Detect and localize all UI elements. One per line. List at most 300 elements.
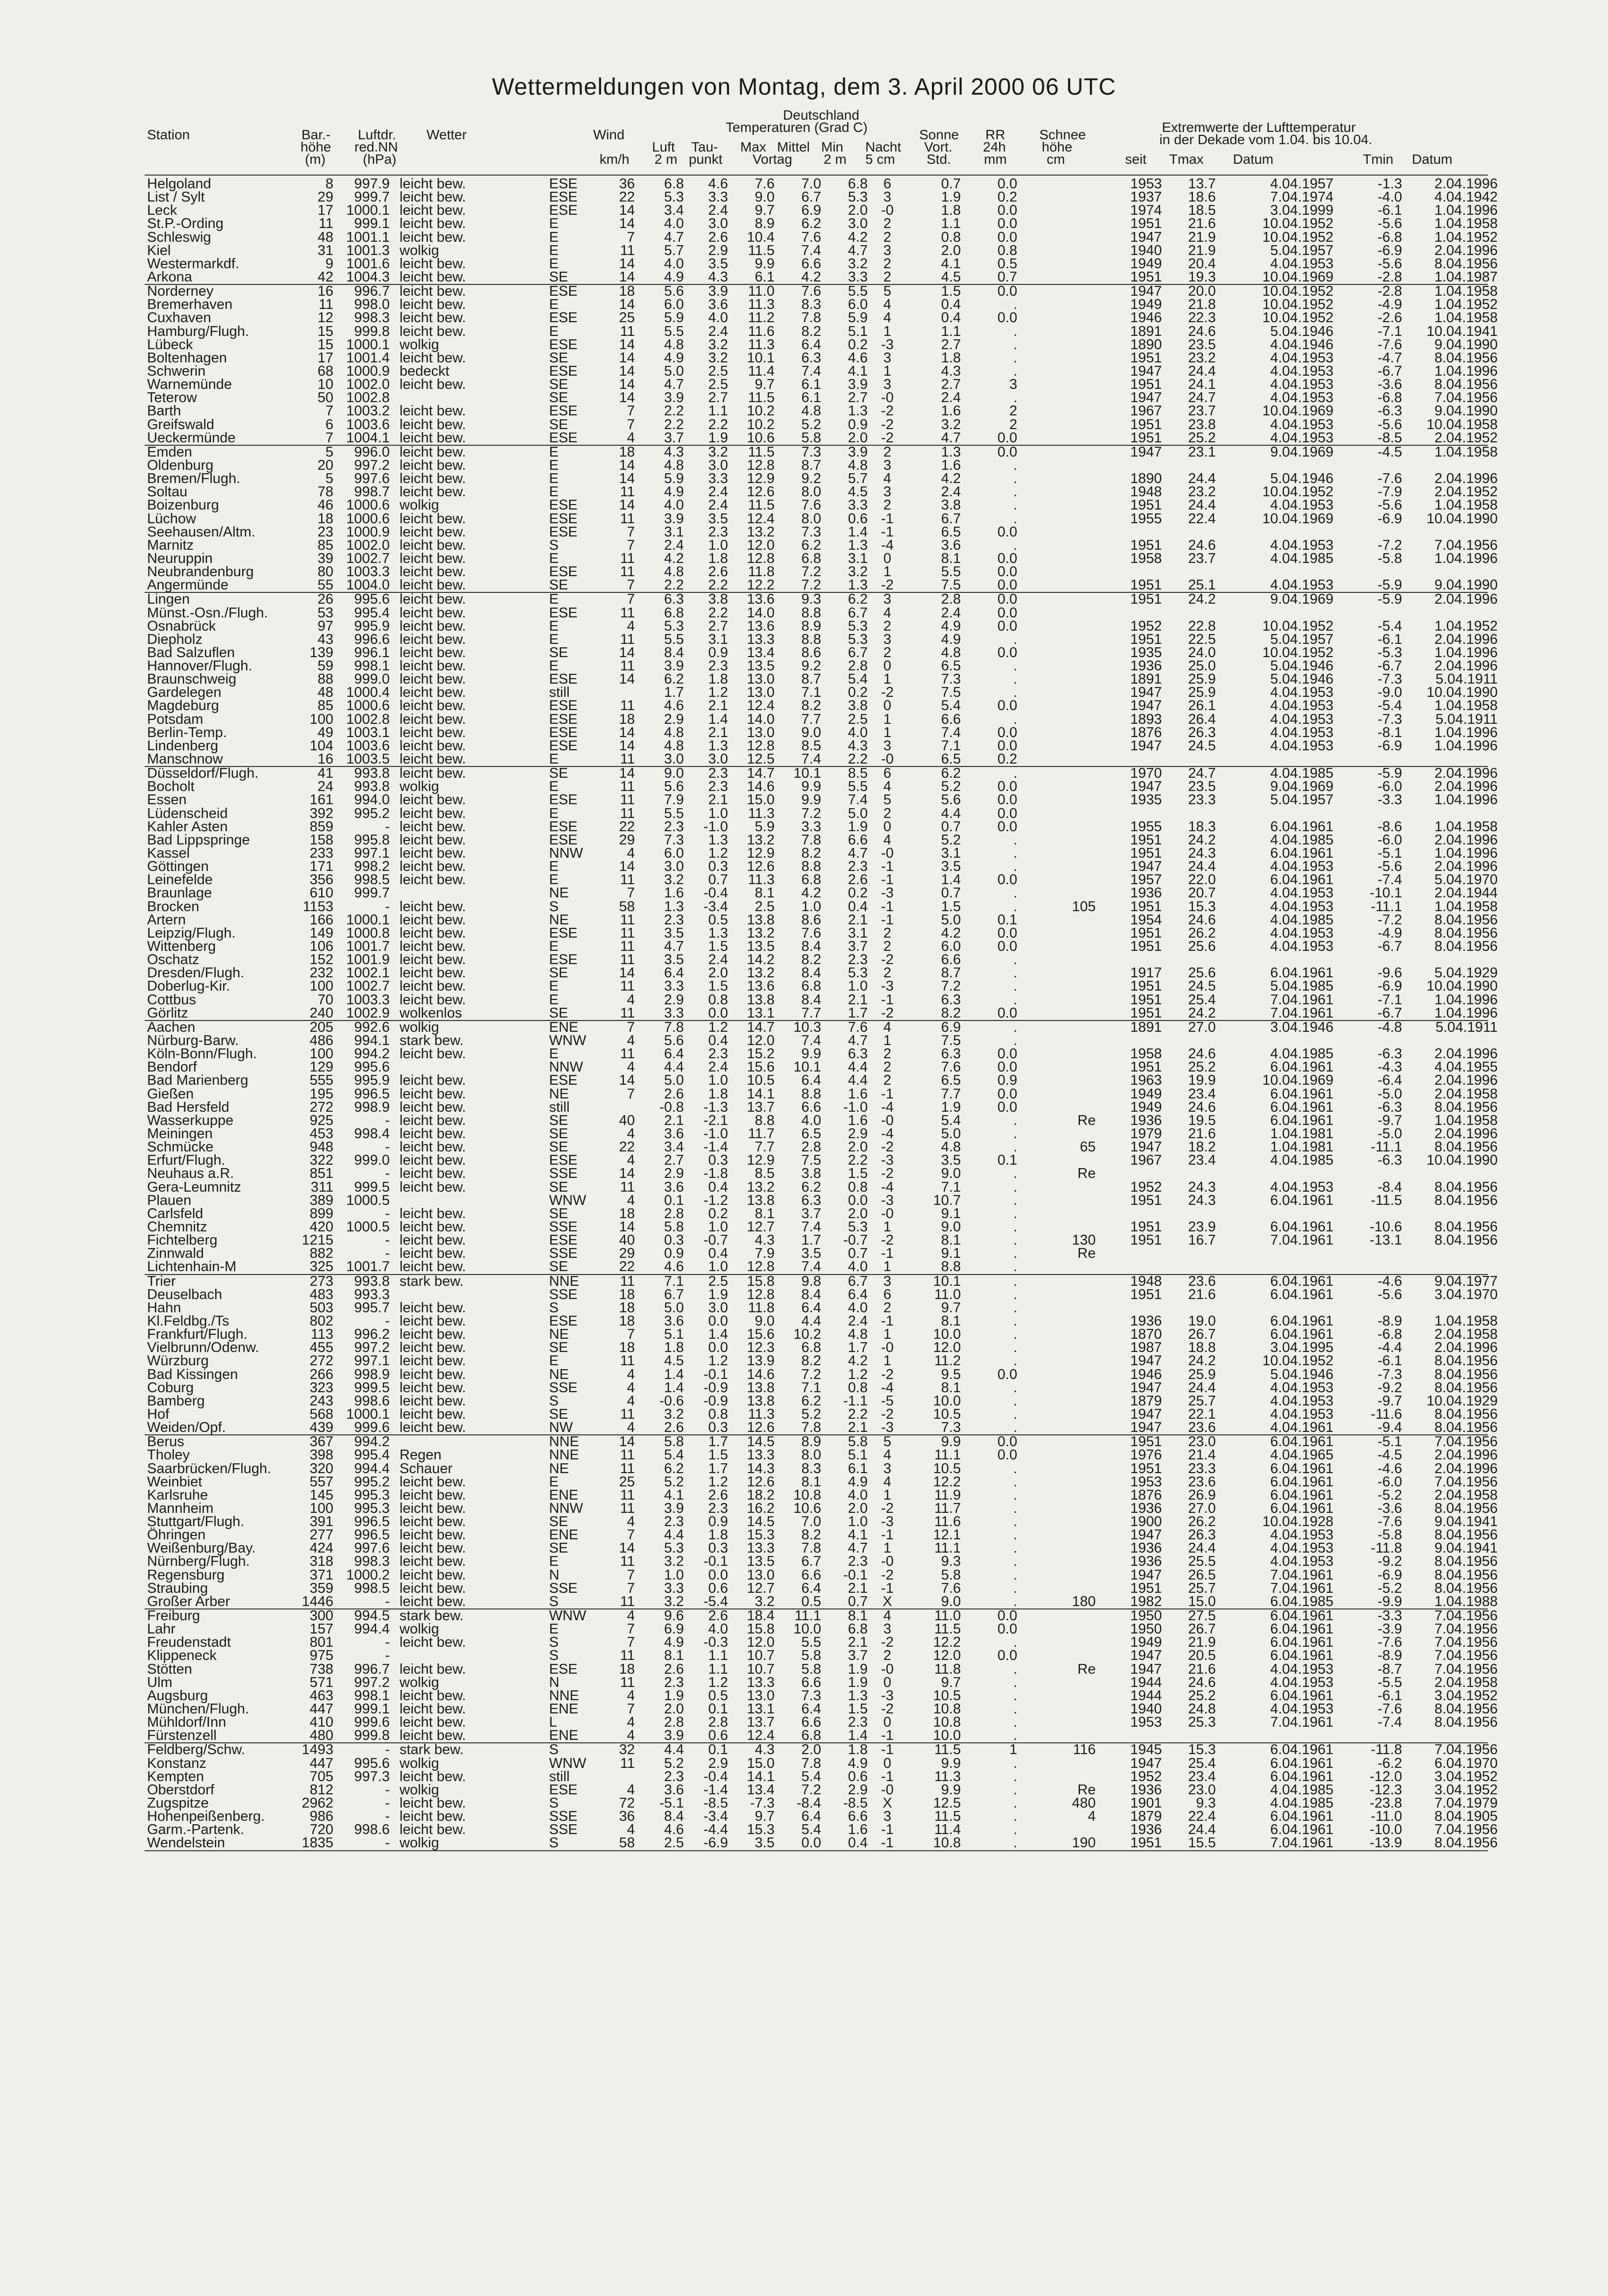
max-temp: 12.7 bbox=[747, 1219, 775, 1235]
wind-direction: ESE bbox=[549, 510, 578, 527]
snow-height: Re bbox=[1077, 1112, 1096, 1128]
record-tmin: -2.6 bbox=[1378, 310, 1402, 326]
wind-direction: ENE bbox=[549, 1527, 578, 1543]
precipitation: . bbox=[1013, 671, 1017, 688]
weather: wolkig bbox=[400, 1019, 439, 1035]
wind-direction: E bbox=[549, 992, 559, 1008]
record-tmin: -9.2 bbox=[1378, 1554, 1402, 1570]
air-temp: 3.9 bbox=[664, 510, 684, 527]
pressure: 1000.4 bbox=[346, 685, 390, 701]
wind-direction: E bbox=[549, 216, 559, 232]
max-temp: 10.2 bbox=[747, 403, 775, 419]
weather: wolkig bbox=[400, 1755, 439, 1771]
wind-direction: ESE bbox=[549, 711, 578, 727]
record-tmin: -6.8 bbox=[1378, 390, 1402, 406]
min-temp: 2.0 bbox=[848, 1139, 868, 1155]
weather: leicht bew. bbox=[400, 591, 466, 608]
min-temp: 1.6 bbox=[848, 1086, 868, 1102]
pressure: 1000.5 bbox=[346, 1219, 390, 1235]
mean-temp: 9.3 bbox=[801, 591, 821, 608]
night-min-5cm: -4 bbox=[881, 1099, 894, 1115]
station-height: 24 bbox=[317, 779, 333, 795]
mean-temp: 6.4 bbox=[801, 1701, 821, 1717]
station-name: Gera-Leumnitz bbox=[147, 1179, 241, 1195]
dew-point: -0.1 bbox=[704, 1554, 728, 1570]
record-since: 1949 bbox=[1130, 1099, 1162, 1115]
night-min-5cm: -3 bbox=[881, 336, 894, 353]
precipitation: . bbox=[1013, 1714, 1017, 1731]
record-since: 1958 bbox=[1130, 1046, 1162, 1062]
record-since: 1870 bbox=[1130, 1327, 1162, 1343]
wind-direction: S bbox=[549, 1593, 559, 1609]
record-tmax-date: 3.04.1999 bbox=[1270, 203, 1333, 219]
header-vortag: Vortag bbox=[753, 152, 792, 167]
station-name: Neuruppin bbox=[147, 550, 213, 566]
dew-point: 1.1 bbox=[708, 1661, 728, 1677]
max-temp: 12.0 bbox=[747, 537, 775, 553]
table-row bbox=[145, 1674, 1498, 1690]
night-min-5cm: 2 bbox=[883, 925, 892, 941]
sunshine: 5.8 bbox=[941, 1567, 961, 1583]
sunshine: 6.7 bbox=[941, 510, 961, 527]
precipitation: . bbox=[1013, 1540, 1017, 1556]
weather: leicht bew. bbox=[400, 564, 466, 580]
pressure: 998.6 bbox=[354, 1393, 390, 1409]
air-temp: 6.4 bbox=[664, 965, 684, 981]
wind-direction: SSE bbox=[549, 1219, 578, 1235]
record-tmin: -7.6 bbox=[1378, 1514, 1402, 1530]
air-temp: 6.3 bbox=[664, 591, 684, 608]
weather: leicht bew. bbox=[400, 416, 466, 433]
record-tmax: 25.9 bbox=[1188, 685, 1216, 701]
header-max: Max bbox=[740, 139, 766, 154]
mean-temp: 6.2 bbox=[801, 216, 821, 232]
night-min-5cm: -3 bbox=[881, 978, 894, 995]
night-min-5cm: -1 bbox=[881, 1822, 894, 1838]
station-name: Osnabrück bbox=[147, 618, 216, 634]
precipitation: 0.0 bbox=[997, 1059, 1017, 1075]
wind-direction: E bbox=[549, 229, 559, 245]
max-temp: 12.4 bbox=[747, 510, 775, 527]
night-min-5cm: 2 bbox=[883, 805, 892, 821]
sunshine: 2.4 bbox=[941, 390, 961, 406]
weather: wolkig bbox=[400, 1835, 439, 1851]
mean-temp: 7.4 bbox=[801, 242, 821, 258]
max-temp: 12.6 bbox=[747, 1420, 775, 1436]
air-temp: 7.8 bbox=[664, 1019, 684, 1035]
record-tmax-date: 5.04.1946 bbox=[1270, 323, 1333, 339]
dew-point: 1.8 bbox=[708, 550, 728, 566]
record-tmin-date: 2.04.1996 bbox=[1434, 591, 1498, 608]
air-temp: 3.6 bbox=[664, 1179, 684, 1195]
air-temp: 3.7 bbox=[664, 430, 684, 446]
record-tmax: 24.8 bbox=[1188, 1701, 1216, 1717]
min-temp: 4.7 bbox=[848, 1540, 868, 1556]
header-punkt: punkt bbox=[689, 152, 723, 167]
mean-temp: 7.2 bbox=[801, 805, 821, 821]
precipitation: . bbox=[1013, 685, 1017, 701]
record-tmin: -5.2 bbox=[1378, 1487, 1402, 1503]
air-temp: 2.9 bbox=[664, 992, 684, 1008]
air-temp: 6.7 bbox=[664, 1286, 684, 1302]
record-tmin: -7.2 bbox=[1378, 537, 1402, 553]
record-tmax-date: 1.04.1981 bbox=[1270, 1139, 1333, 1155]
table-row bbox=[145, 1809, 1498, 1825]
station-name: Wendelstein bbox=[147, 1835, 226, 1851]
min-temp: 3.3 bbox=[848, 269, 868, 285]
record-since: 1951 bbox=[1130, 631, 1162, 647]
min-temp: 4.2 bbox=[848, 229, 868, 245]
record-since: 1951 bbox=[1130, 1219, 1162, 1235]
precipitation: 0.0 bbox=[997, 444, 1017, 460]
station-name: Lübeck bbox=[147, 336, 193, 353]
record-tmin-date: 8.04.1956 bbox=[1434, 1353, 1498, 1369]
station-height: 12 bbox=[317, 310, 333, 326]
station-name: Boizenburg bbox=[147, 497, 219, 513]
wind-speed: 14 bbox=[619, 644, 635, 661]
table-row bbox=[145, 350, 1498, 366]
weather: leicht bew. bbox=[400, 792, 466, 808]
max-temp: 14.5 bbox=[747, 1434, 775, 1450]
wind-speed: 7 bbox=[627, 524, 635, 540]
station-height: 171 bbox=[309, 859, 333, 875]
wind-speed: 11 bbox=[620, 1554, 635, 1570]
wind-speed: 4 bbox=[627, 1714, 635, 1731]
record-since: 1951 bbox=[1130, 216, 1162, 232]
sunshine: 1.3 bbox=[941, 444, 961, 460]
record-tmax: 26.4 bbox=[1188, 711, 1216, 727]
record-tmin-date: 2.04.1996 bbox=[1434, 1340, 1498, 1356]
max-temp: 12.8 bbox=[747, 1286, 775, 1302]
air-temp: 7.9 bbox=[664, 792, 684, 808]
wind-speed: 7 bbox=[627, 403, 635, 419]
max-temp: 13.0 bbox=[747, 671, 775, 688]
precipitation: 3 bbox=[1009, 377, 1017, 393]
record-since: 1893 bbox=[1130, 711, 1162, 727]
record-tmin: -5.6 bbox=[1378, 1286, 1402, 1302]
record-tmax-date: 4.04.1953 bbox=[1270, 1540, 1333, 1556]
record-tmax: 24.6 bbox=[1188, 1099, 1216, 1115]
record-tmin-date: 5.04.1911 bbox=[1435, 671, 1498, 688]
table-row bbox=[145, 176, 1498, 192]
record-tmax: 24.3 bbox=[1188, 1179, 1216, 1195]
table-row bbox=[145, 1634, 1498, 1651]
mean-temp: 5.8 bbox=[801, 1661, 821, 1677]
station-height: 610 bbox=[309, 885, 333, 901]
weather: leicht bew. bbox=[400, 176, 466, 192]
record-tmin-date: 2.04.1996 bbox=[1434, 1447, 1498, 1463]
air-temp: 4.8 bbox=[664, 457, 684, 473]
table-row bbox=[145, 471, 1498, 487]
min-temp: 2.8 bbox=[848, 658, 868, 674]
night-min-5cm: 1 bbox=[883, 1033, 892, 1048]
record-tmin: -3.6 bbox=[1378, 377, 1402, 393]
dew-point: -4.4 bbox=[704, 1822, 728, 1838]
table-row bbox=[145, 1701, 1498, 1717]
mean-temp: 8.2 bbox=[801, 952, 821, 968]
pressure: 996.5 bbox=[354, 1527, 390, 1543]
sunshine: 2.4 bbox=[941, 605, 961, 621]
sunshine: 10.8 bbox=[933, 1714, 961, 1731]
weather: leicht bew. bbox=[400, 859, 466, 875]
dew-point: 2.2 bbox=[708, 416, 728, 433]
night-min-5cm: -1 bbox=[881, 1742, 894, 1758]
wind-direction: ESE bbox=[549, 1072, 578, 1089]
station-height: 232 bbox=[309, 965, 333, 981]
pressure: 993.8 bbox=[354, 779, 390, 795]
sunshine: 1.8 bbox=[941, 350, 961, 366]
station-name: Weißenburg/Bay. bbox=[147, 1540, 256, 1556]
station-name: Oschatz bbox=[147, 952, 200, 968]
record-tmax: 25.2 bbox=[1188, 1059, 1216, 1075]
record-tmin-date: 5.04.1911 bbox=[1435, 711, 1498, 727]
wind-direction: SSE bbox=[549, 1166, 578, 1182]
wind-direction: NE bbox=[549, 1086, 569, 1102]
sunshine: 1.1 bbox=[941, 216, 961, 232]
record-since: 1936 bbox=[1130, 1313, 1162, 1329]
max-temp: 8.9 bbox=[754, 216, 775, 232]
record-tmax-date: 4.04.1953 bbox=[1270, 898, 1333, 915]
sunshine: 4.8 bbox=[941, 644, 961, 661]
record-tmax: 20.5 bbox=[1188, 1648, 1216, 1664]
pressure: - bbox=[385, 1139, 390, 1155]
precipitation: . bbox=[1013, 1179, 1017, 1195]
dew-point: -0.9 bbox=[704, 1393, 728, 1409]
table-row bbox=[145, 510, 1498, 527]
air-temp: 5.6 bbox=[664, 283, 684, 300]
mean-temp: 11.1 bbox=[794, 1608, 821, 1624]
mean-temp: 8.2 bbox=[801, 698, 821, 714]
precipitation: . bbox=[1013, 484, 1017, 500]
station-name: Bremen/Flugh. bbox=[147, 471, 241, 487]
precipitation: . bbox=[1013, 1340, 1017, 1356]
max-temp: 12.6 bbox=[747, 859, 775, 875]
wind-speed: 4 bbox=[627, 1728, 635, 1744]
sunshine: 4.9 bbox=[941, 618, 961, 634]
wind-direction: E bbox=[549, 323, 559, 339]
weather: leicht bew. bbox=[400, 845, 466, 862]
dew-point: 0.0 bbox=[708, 1567, 728, 1583]
station-name: Zugspitze bbox=[147, 1795, 209, 1811]
station-name: Ulm bbox=[147, 1674, 173, 1690]
min-temp: 4.7 bbox=[848, 242, 868, 258]
wind-direction: ESE bbox=[549, 1232, 578, 1249]
record-tmax-date: 9.04.1969 bbox=[1270, 444, 1333, 460]
wind-speed: 11 bbox=[620, 1447, 635, 1463]
record-tmin: -10.1 bbox=[1369, 885, 1402, 901]
min-temp: 0.8 bbox=[848, 1379, 868, 1396]
station-name: Lahr bbox=[147, 1621, 176, 1637]
station-name: Teterow bbox=[147, 390, 197, 406]
wind-speed: 18 bbox=[619, 444, 635, 460]
max-temp: 14.2 bbox=[747, 952, 775, 968]
station-height: 389 bbox=[309, 1192, 333, 1208]
record-tmin: -4.6 bbox=[1378, 1273, 1402, 1289]
night-min-5cm: -1 bbox=[881, 992, 894, 1008]
station-height: 48 bbox=[317, 685, 333, 701]
precipitation: 0.0 bbox=[997, 564, 1017, 580]
station-height: 85 bbox=[317, 698, 333, 714]
record-tmin-date: 2.04.1996 bbox=[1434, 1072, 1498, 1089]
table-row bbox=[145, 1207, 1488, 1221]
dew-point: 1.0 bbox=[708, 805, 728, 821]
weather: leicht bew. bbox=[400, 1687, 466, 1704]
weather: leicht bew. bbox=[400, 1219, 466, 1235]
night-min-5cm: 3 bbox=[883, 484, 892, 500]
max-temp: 13.6 bbox=[747, 618, 775, 634]
wind-direction: ESE bbox=[549, 310, 578, 326]
record-tmax: 26.2 bbox=[1188, 925, 1216, 941]
air-temp: -5.1 bbox=[659, 1795, 684, 1811]
header-hpa: (hPa) bbox=[363, 152, 397, 167]
record-tmax: 24.4 bbox=[1188, 497, 1216, 513]
precipitation: . bbox=[1013, 1768, 1017, 1785]
station-name: Trier bbox=[147, 1273, 176, 1289]
record-tmin-date: 3.04.1970 bbox=[1434, 1286, 1498, 1302]
air-temp: 5.3 bbox=[664, 1540, 684, 1556]
mean-temp: 8.2 bbox=[801, 323, 821, 339]
wind-direction: ENE bbox=[549, 1487, 578, 1503]
station-height: 11 bbox=[318, 216, 333, 232]
dew-point: 1.0 bbox=[708, 537, 728, 553]
record-tmax: 19.3 bbox=[1188, 269, 1216, 285]
min-temp: 6.8 bbox=[848, 1621, 868, 1637]
record-tmax-date: 5.04.1957 bbox=[1270, 792, 1333, 808]
station-height: 100 bbox=[309, 1046, 333, 1062]
record-tmax-date: 10.04.1952 bbox=[1262, 1353, 1333, 1369]
air-temp: 5.6 bbox=[664, 1033, 684, 1048]
max-temp: 13.7 bbox=[747, 1099, 775, 1115]
precipitation: 0.1 bbox=[997, 1152, 1017, 1169]
wind-speed: 18 bbox=[619, 1300, 635, 1316]
night-min-5cm: -2 bbox=[881, 1500, 894, 1516]
precipitation: . bbox=[1013, 658, 1017, 674]
max-temp: 11.3 bbox=[748, 1406, 775, 1422]
air-temp: 3.9 bbox=[664, 1500, 684, 1516]
weather: leicht bew. bbox=[400, 872, 466, 888]
weather: leicht bew. bbox=[400, 1139, 466, 1155]
sunshine: 8.1 bbox=[941, 1313, 961, 1329]
dew-point: 0.9 bbox=[708, 644, 728, 661]
mean-temp: 8.8 bbox=[801, 1086, 821, 1102]
record-tmax-date: 6.04.1961 bbox=[1270, 1460, 1333, 1477]
max-temp: 13.4 bbox=[747, 644, 775, 661]
record-tmin-date: 8.04.1956 bbox=[1434, 1406, 1498, 1422]
wind-direction: ESE bbox=[549, 336, 578, 353]
wind-direction: E bbox=[549, 618, 559, 634]
record-tmax: 24.4 bbox=[1188, 471, 1216, 487]
max-temp: 8.1 bbox=[754, 885, 775, 901]
record-tmax-date: 4.04.1985 bbox=[1270, 1795, 1333, 1811]
night-min-5cm: -1 bbox=[881, 510, 894, 527]
table-row bbox=[145, 565, 1488, 579]
wind-speed: 4 bbox=[627, 1152, 635, 1169]
precipitation: 0.0 bbox=[997, 430, 1017, 446]
record-since: 1947 bbox=[1130, 685, 1162, 701]
wind-speed: 7 bbox=[627, 1019, 635, 1035]
wind-speed: 11 bbox=[620, 323, 635, 339]
wind-speed: 18 bbox=[619, 1313, 635, 1329]
min-temp: 6.6 bbox=[848, 832, 868, 848]
record-tmax-date: 4.04.1953 bbox=[1270, 1554, 1333, 1570]
table-row bbox=[145, 1500, 1498, 1516]
table-row bbox=[145, 1822, 1498, 1838]
night-min-5cm: 3 bbox=[883, 631, 892, 647]
table-row bbox=[145, 1273, 1498, 1289]
min-temp: 4.9 bbox=[848, 1474, 868, 1490]
mean-temp: 1.0 bbox=[801, 898, 821, 915]
max-temp: 13.6 bbox=[747, 591, 775, 608]
record-tmax-date: 10.04.1969 bbox=[1262, 1072, 1333, 1089]
header-mm: mm bbox=[984, 152, 1007, 167]
weather: leicht bew. bbox=[400, 978, 466, 995]
min-temp: 4.6 bbox=[848, 350, 868, 366]
air-temp: 4.9 bbox=[664, 350, 684, 366]
sunshine: 10.0 bbox=[933, 1327, 961, 1343]
record-tmax-date: 4.04.1957 bbox=[1270, 176, 1333, 192]
table-row bbox=[145, 724, 1498, 740]
station-height: 157 bbox=[309, 1621, 333, 1637]
station-name: Zinnwald bbox=[147, 1246, 204, 1262]
air-temp: 3.4 bbox=[664, 1139, 684, 1155]
wind-speed: 14 bbox=[619, 738, 635, 754]
record-tmax: 24.6 bbox=[1188, 912, 1216, 928]
snow-height: 190 bbox=[1072, 1835, 1096, 1851]
station-name: Bad Kissingen bbox=[147, 1366, 238, 1382]
table-row bbox=[145, 618, 1498, 634]
dew-point: -1.4 bbox=[704, 1782, 728, 1798]
mean-temp: 4.0 bbox=[801, 1112, 821, 1128]
record-tmax-date: 6.04.1961 bbox=[1270, 1099, 1333, 1115]
record-tmax-date: 7.04.1974 bbox=[1270, 189, 1333, 205]
dew-point: 3.0 bbox=[708, 216, 728, 232]
record-tmin: -7.9 bbox=[1378, 484, 1402, 500]
sunshine: 12.2 bbox=[933, 1474, 961, 1490]
weather: leicht bew. bbox=[400, 537, 466, 553]
record-tmin: -12.0 bbox=[1369, 1768, 1402, 1785]
sunshine: 4.8 bbox=[941, 1139, 961, 1155]
max-temp: 11.4 bbox=[748, 363, 775, 379]
dew-point: 0.0 bbox=[708, 1340, 728, 1356]
record-since: 1949 bbox=[1130, 1086, 1162, 1102]
wind-speed: 14 bbox=[619, 1219, 635, 1235]
record-since: 1891 bbox=[1130, 1019, 1162, 1035]
record-tmin-date: 2.04.1996 bbox=[1434, 471, 1498, 487]
wind-speed: 4 bbox=[627, 1059, 635, 1075]
station-name: Ueckermünde bbox=[147, 430, 236, 446]
min-temp: 0.4 bbox=[848, 898, 868, 915]
wind-direction: E bbox=[549, 242, 559, 258]
station-name: Würzburg bbox=[147, 1353, 209, 1369]
weather: wolkig bbox=[400, 779, 439, 795]
record-since: 1947 bbox=[1130, 1648, 1162, 1664]
table-row bbox=[145, 1420, 1498, 1436]
max-temp: 15.3 bbox=[747, 1527, 775, 1543]
mean-temp: 6.3 bbox=[801, 1192, 821, 1208]
wind-speed: 11 bbox=[620, 510, 635, 527]
min-temp: 5.3 bbox=[848, 631, 868, 647]
table-row bbox=[145, 698, 1498, 714]
air-temp: 4.4 bbox=[664, 1527, 684, 1543]
dew-point: -1.0 bbox=[704, 1125, 728, 1142]
wind-speed: 4 bbox=[627, 1379, 635, 1396]
table-row bbox=[145, 1742, 1498, 1758]
wind-speed: 14 bbox=[619, 671, 635, 688]
precipitation: . bbox=[1013, 1500, 1017, 1516]
sunshine: 6.0 bbox=[941, 939, 961, 955]
station-name: Essen bbox=[147, 792, 187, 808]
wind-speed: 18 bbox=[619, 1661, 635, 1677]
